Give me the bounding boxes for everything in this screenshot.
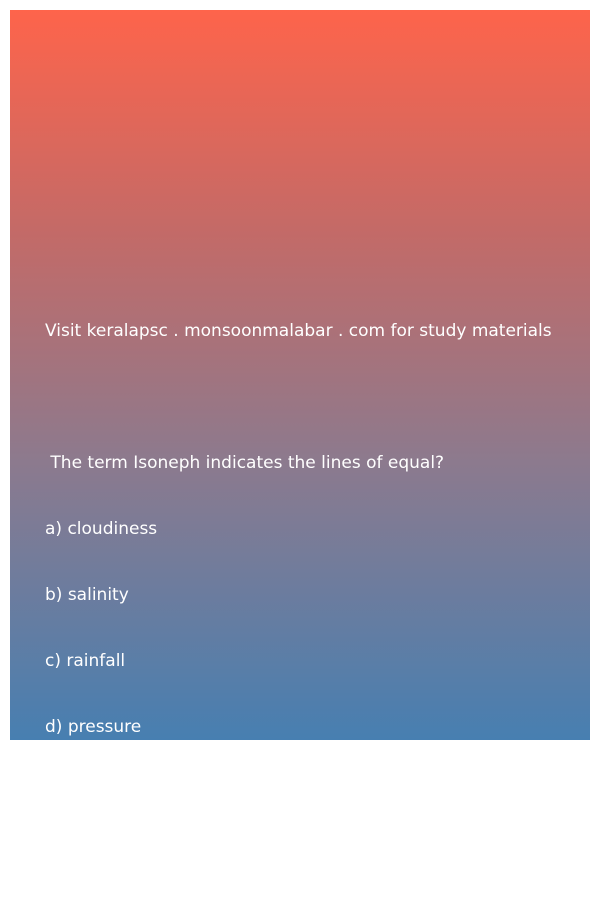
spacer (45, 782, 585, 804)
question-card (10, 10, 590, 869)
option-d: d) pressure (45, 717, 142, 737)
answer-text: Answer: cloudiness (45, 849, 209, 869)
card-content (45, 276, 585, 914)
option-b: b) salinity (45, 585, 129, 605)
option-a: a) cloudiness (45, 519, 158, 539)
spacer (45, 386, 585, 408)
question-text: The term Isoneph indicates the lines of equal? (45, 453, 445, 473)
promo-text: Visit keralapsc . monsoonmalabar . com for study materials (45, 321, 552, 341)
option-c: c) rainfall (45, 651, 126, 671)
